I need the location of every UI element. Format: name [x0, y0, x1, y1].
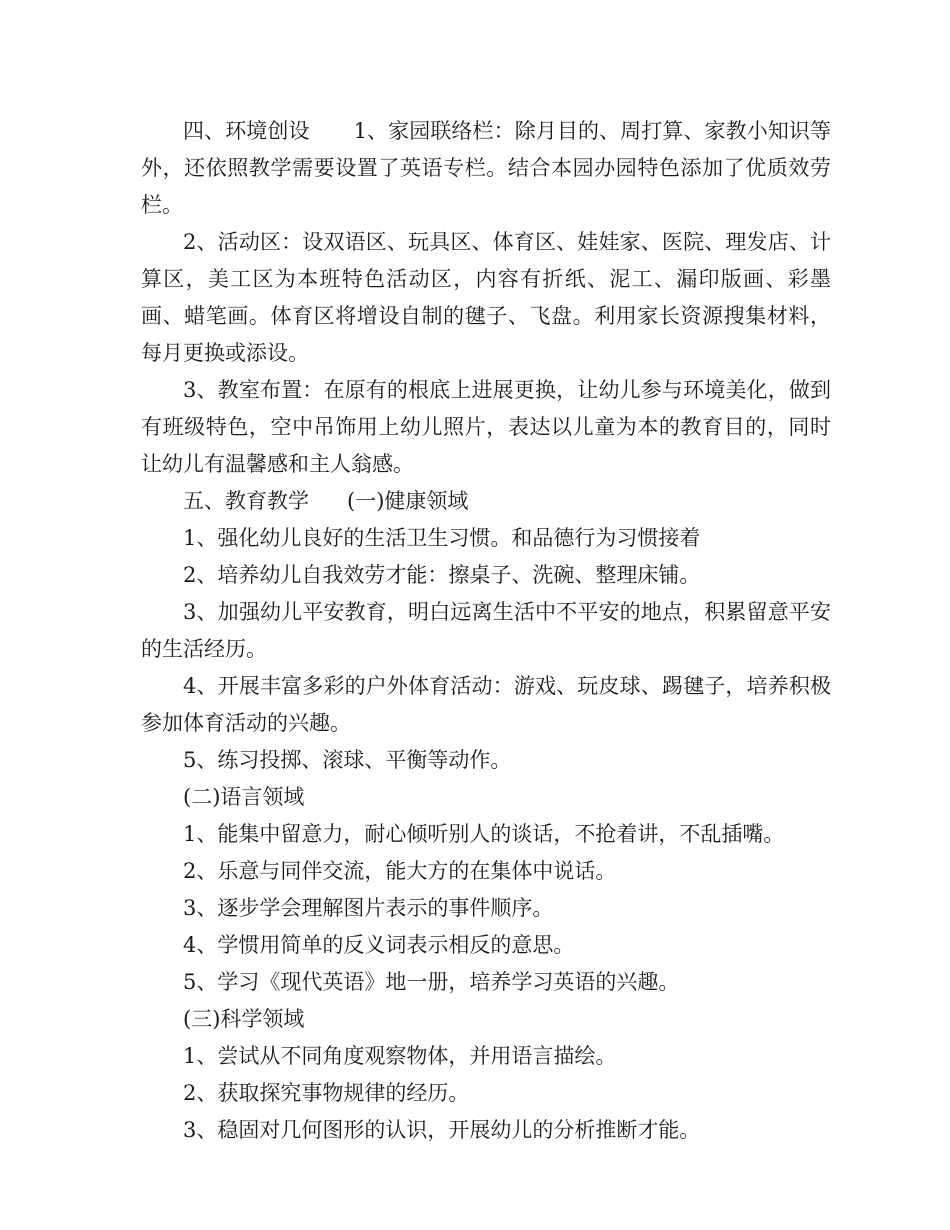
list-item: 4、开展丰富多彩的户外体育活动：游戏、玩皮球、踢毽子，培养积极参加体育活动的兴趣。 [141, 674, 831, 735]
paragraph-classroom-layout: 3、教室布置：在原有的根底上进展更换，让幼儿参与环境美化，做到有班级特色，空中吊饰用上幼儿照片，表达以儿童为本的教育目的，同时让幼儿有温馨感和主人翁感。 [141, 378, 831, 476]
list-item: 3、稳固对几何图形的认识，开展幼儿的分析推断才能。 [183, 1118, 701, 1142]
list-item: 5、练习投掷、滚球、平衡等动作。 [183, 748, 512, 772]
section-heading-environment: 四、环境创设 [183, 119, 310, 143]
paragraph-education-teaching [141, 483, 831, 520]
paragraph-activity-area: 2、活动区：设双语区、玩具区、体育区、娃娃家、医院、理发店、计算区，美工区为本班特色活动区，内容有折纸、泥工、漏印版画、彩墨画、蜡笔画。体育区将增设自制的毽子、飞盘。利用家长资源搜集材料，每月更换或添设。 [141, 230, 831, 365]
list-item: 1、能集中留意力，耐心倾听别人的谈话，不抢着讲，不乱插嘴。 [183, 822, 785, 846]
subsection-heading-health: (一)健康领域 [347, 489, 469, 513]
subsection-heading-language: (二)语言领域 [183, 785, 305, 809]
list-item: 1、尝试从不同角度观察物体，并用语言描绘。 [183, 1044, 617, 1068]
paragraph-text: 1、家园联络栏：除月目的、周打算、家教小知识等外，还依照教学需要设置了英语专栏。结合本园办园特色添加了优质效劳栏。 [141, 119, 832, 217]
list-item: 3、加强幼儿平安教育，明白远离生活中不平安的地点，积累留意平安的生活经历。 [141, 600, 831, 661]
list-item: 4、学惯用简单的反义词表示相反的意思。 [183, 933, 575, 957]
list-item: 1、强化幼儿良好的生活卫生习惯。和品德行为习惯接着 [183, 526, 701, 550]
list-item: 2、培养幼儿自我效劳才能：擦桌子、洗碗、整理床铺。 [183, 563, 701, 587]
subsection-heading-science: (三)科学领域 [183, 1007, 305, 1031]
section-heading-education: 五、教育教学 [183, 489, 309, 513]
paragraph-environment-setup [141, 113, 831, 224]
list-item: 2、获取探究事物规律的经历。 [183, 1081, 470, 1105]
document-body [141, 113, 831, 1149]
list-item: 3、逐步学会理解图片表示的事件顺序。 [183, 896, 554, 920]
list-item: 2、乐意与同伴交流，能大方的在集体中说话。 [183, 859, 617, 883]
list-item: 5、学习《现代英语》地一册，培养学习英语的兴趣。 [183, 970, 680, 994]
